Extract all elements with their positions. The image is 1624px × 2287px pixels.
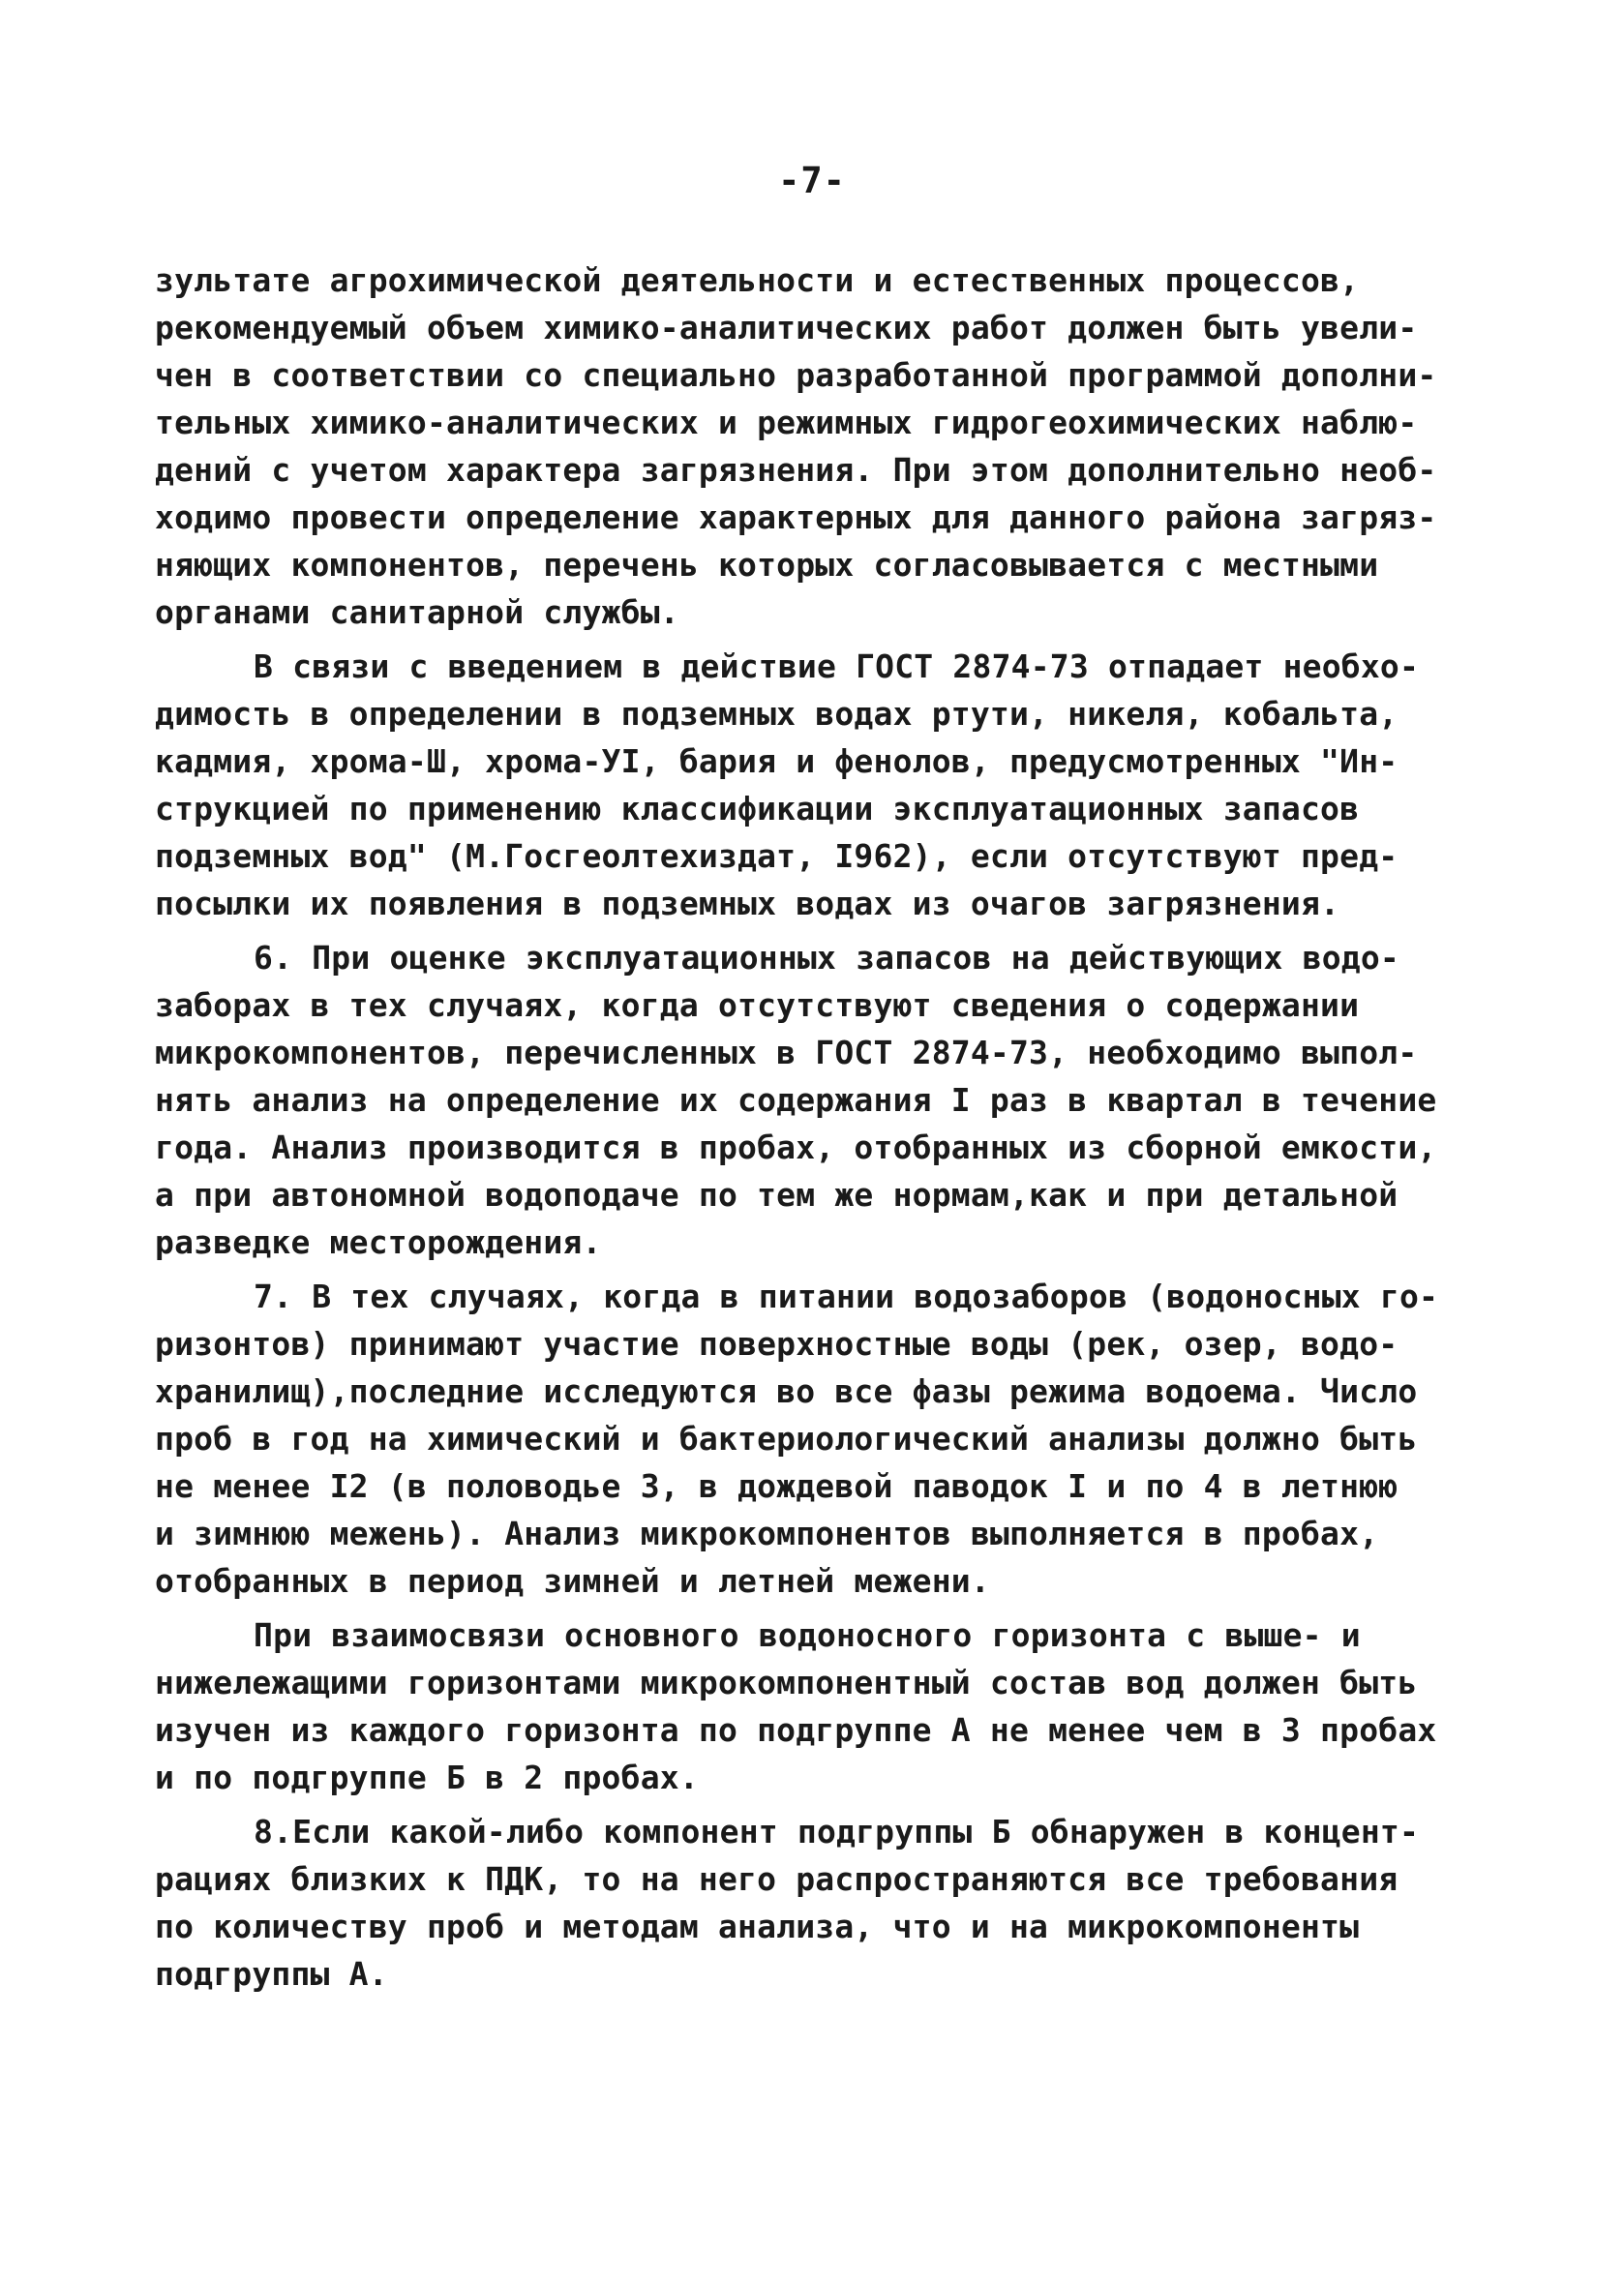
text-line: и по подгруппе Б в 2 пробах.	[155, 1759, 699, 1796]
text-line: микрокомпонентов, перечисленных в ГОСТ 2874-73, необходимо выпол-	[155, 1034, 1418, 1071]
text-line: ходимо провести определение характерных для данного района загряз-	[155, 498, 1437, 536]
text-line: нять анализ на определение их содержания I раз в квартал в течение	[155, 1081, 1437, 1119]
text-line: няющих компонентов, перечень которых согласовывается с местными	[155, 546, 1379, 584]
text-line: дений с учетом характера загрязнения. При этом дополнительно необ-	[155, 451, 1437, 489]
text-line: посылки их появления в подземных водах из очагов загрязнения.	[155, 885, 1340, 922]
text-line: ризонтов) принимают участие поверхностные воды (рек, озер, водо-	[155, 1325, 1398, 1363]
text-line: тельных химико-аналитических и режимных гидрогеохимических наблю-	[155, 404, 1418, 441]
document-body	[155, 256, 1471, 1998]
text-line: нижележащими горизонтами микрокомпонентный состав вод должен быть	[155, 1664, 1418, 1701]
paragraph-start-line: 8.Если какой-либо компонент подгруппы Б обнаружен в концент-	[254, 1813, 1420, 1851]
text-line: разведке месторождения.	[155, 1223, 602, 1261]
text-line: подземных вод" (М.Госгеолтехиздат, I962), если отсутствуют пред-	[155, 837, 1398, 875]
text-line: чен в соответствии со специально разработанной программой дополни-	[155, 356, 1437, 394]
paragraph-start-line: 6. При оценке эксплуатационных запасов на действующих водо-	[254, 939, 1399, 977]
text-line: проб в год на химический и бактериологический анализы должно быть	[155, 1420, 1418, 1458]
text-line: по количеству проб и методам анализа, что и на микрокомпоненты	[155, 1908, 1360, 1945]
text-line: отобранных в период зимней и летней межени.	[155, 1562, 990, 1600]
text-line: зультате агрохимической деятельности и естественных процессов,	[155, 261, 1360, 299]
text-line: кадмия, хрома-Ш, хрома-УI, бария и фенолов, предусмотренных "Ин-	[155, 742, 1398, 780]
text-line: подгруппы А.	[155, 1955, 388, 1993]
text-line: и зимнюю межень). Анализ микрокомпонентов выполняется в пробах,	[155, 1515, 1379, 1552]
text-line: струкцией по применению классификации эксплуатационных запасов	[155, 790, 1360, 828]
paragraph-start-line: 7. В тех случаях, когда в питании водозаборов (водоносных го-	[254, 1278, 1439, 1315]
text-line: димость в определении в подземных водах ртути, никеля, кобальта,	[155, 695, 1398, 733]
text-line: заборах в тех случаях, когда отсутствуют сведения о содержании	[155, 986, 1360, 1024]
text-line: года. Анализ производится в пробах, отобранных из сборной емкости,	[155, 1128, 1437, 1166]
paragraph-start-line: При взаимосвязи основного водоносного горизонта с выше- и	[254, 1616, 1361, 1654]
text-line: рекомендуемый объем химико-аналитических работ должен быть увели-	[155, 309, 1418, 346]
page-number: -7-	[778, 160, 846, 201]
text-line: а при автономной водоподаче по тем же нормам,как и при детальной	[155, 1176, 1398, 1214]
text-line: рациях близких к ПДК, то на него распространяются все требования	[155, 1860, 1398, 1898]
text-line: хранилищ),последние исследуются во все фазы режима водоема. Число	[155, 1372, 1418, 1410]
text-line: изучен из каждого горизонта по подгруппе А не менее чем в 3 пробах	[155, 1711, 1437, 1749]
text-line: органами санитарной службы.	[155, 593, 679, 631]
text-line: не менее I2 (в половодье 3, в дождевой паводок I и по 4 в летнюю	[155, 1467, 1398, 1505]
paragraph-start-line: В связи с введением в действие ГОСТ 2874-73 отпадает необхо-	[254, 647, 1420, 685]
